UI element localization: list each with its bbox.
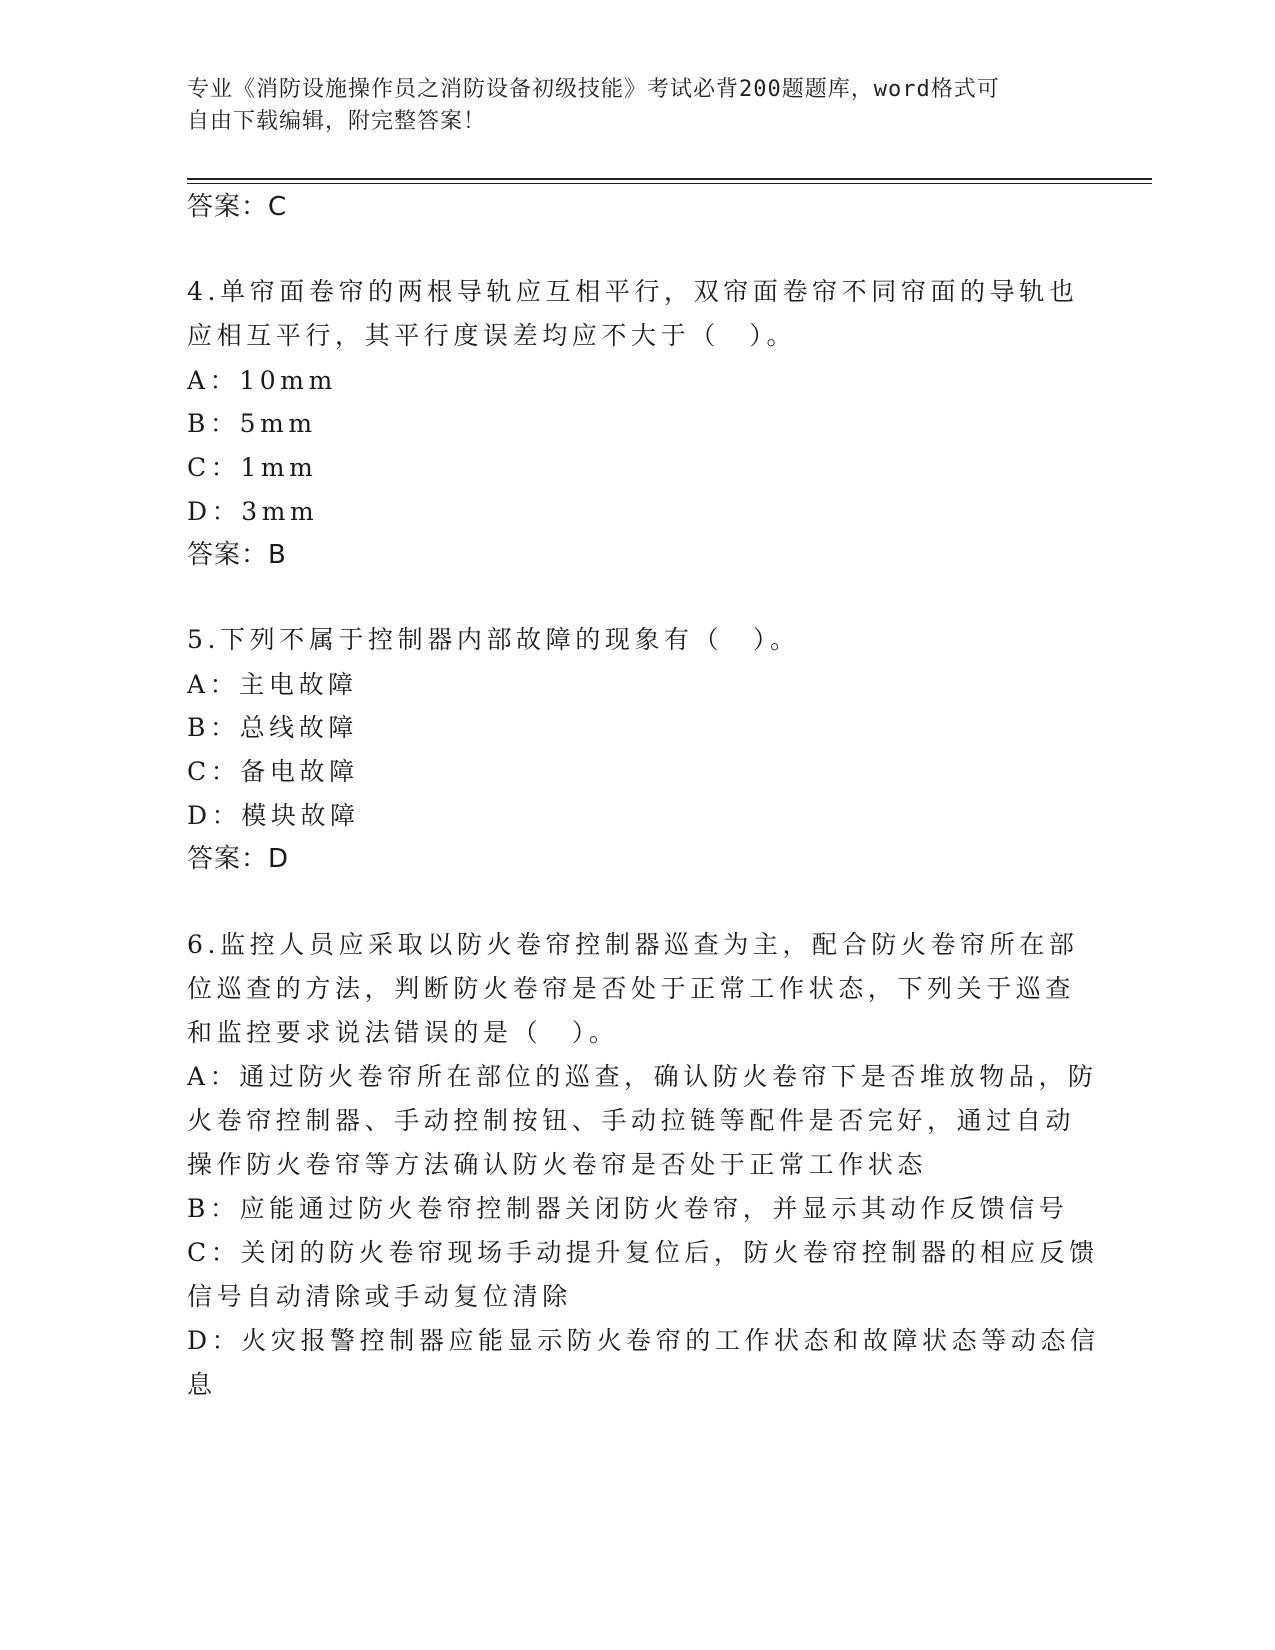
q6-option-a-line-2: 火卷帘控制器、手动控制按钮、手动拉链等配件是否完好，通过自动 [187,1106,1076,1135]
q5-option-d: D：模块故障 [187,801,360,830]
answer-q3: 答案：C [187,192,288,222]
q6-option-c-line-2: 信号自动清除或手动复位清除 [187,1282,572,1311]
header-divider-thin [187,183,1152,184]
q6-stem-line-1: 6.监控人员应采取以防火卷帘控制器巡查为主，配合防火卷帘所在部 [187,930,1079,959]
q4-option-a: A：10mm [187,366,337,395]
q4-option-d: D：3mm [187,497,319,526]
q6-option-a-line-3: 操作防火卷帘等方法确认防火卷帘是否处于正常工作状态 [187,1150,928,1179]
q6-option-a-line-1: A：通过防火卷帘所在部位的巡查，确认防火卷帘下是否堆放物品，防 [187,1062,1098,1091]
q5-option-c: C：备电故障 [187,757,359,786]
q6-option-b-line-1: B：应能通过防火卷帘控制器关闭防火卷帘，并显示其动作反馈信号 [187,1194,1069,1223]
q5-option-b: B：总线故障 [187,713,358,742]
header-divider-thick [187,178,1152,180]
q6-stem-line-3: 和监控要求说法错误的是（ ）。 [187,1018,619,1047]
q5-option-a: A：主电故障 [187,670,358,699]
q4-option-c: C：1mm [187,453,318,482]
q6-stem-line-2: 位巡查的方法，判断防火卷帘是否处于正常工作状态，下列关于巡查 [187,974,1076,1003]
header-line-2: 自由下载编辑，附完整答案！ [187,109,487,134]
q5-stem-line-1: 5.下列不属于控制器内部故障的现象有（ ）。 [187,625,800,654]
document-header [187,74,1067,138]
q4-stem-line-2: 应相互平行，其平行度误差均应不大于（ ）。 [187,321,797,350]
q6-option-c-line-1: C：关闭的防火卷帘现场手动提升复位后，防火卷帘控制器的相应反馈 [187,1238,1099,1267]
q6-option-d-line-1: D：火灾报警控制器应能显示防火卷帘的工作状态和故障状态等动态信 [187,1326,1100,1355]
header-line-1: 专业《消防设施操作员之消防设备初级技能》考试必背200题题库，word格式可 [187,77,1000,102]
q4-stem-line-1: 4.单帘面卷帘的两根导轨应互相平行，双帘面卷帘不同帘面的导轨也 [187,277,1079,306]
q6-option-d-line-2: 息 [187,1370,217,1399]
answer-q4: 答案：B [187,540,287,570]
q4-option-b: B：5mm [187,409,317,438]
answer-q5: 答案：D [187,844,290,874]
